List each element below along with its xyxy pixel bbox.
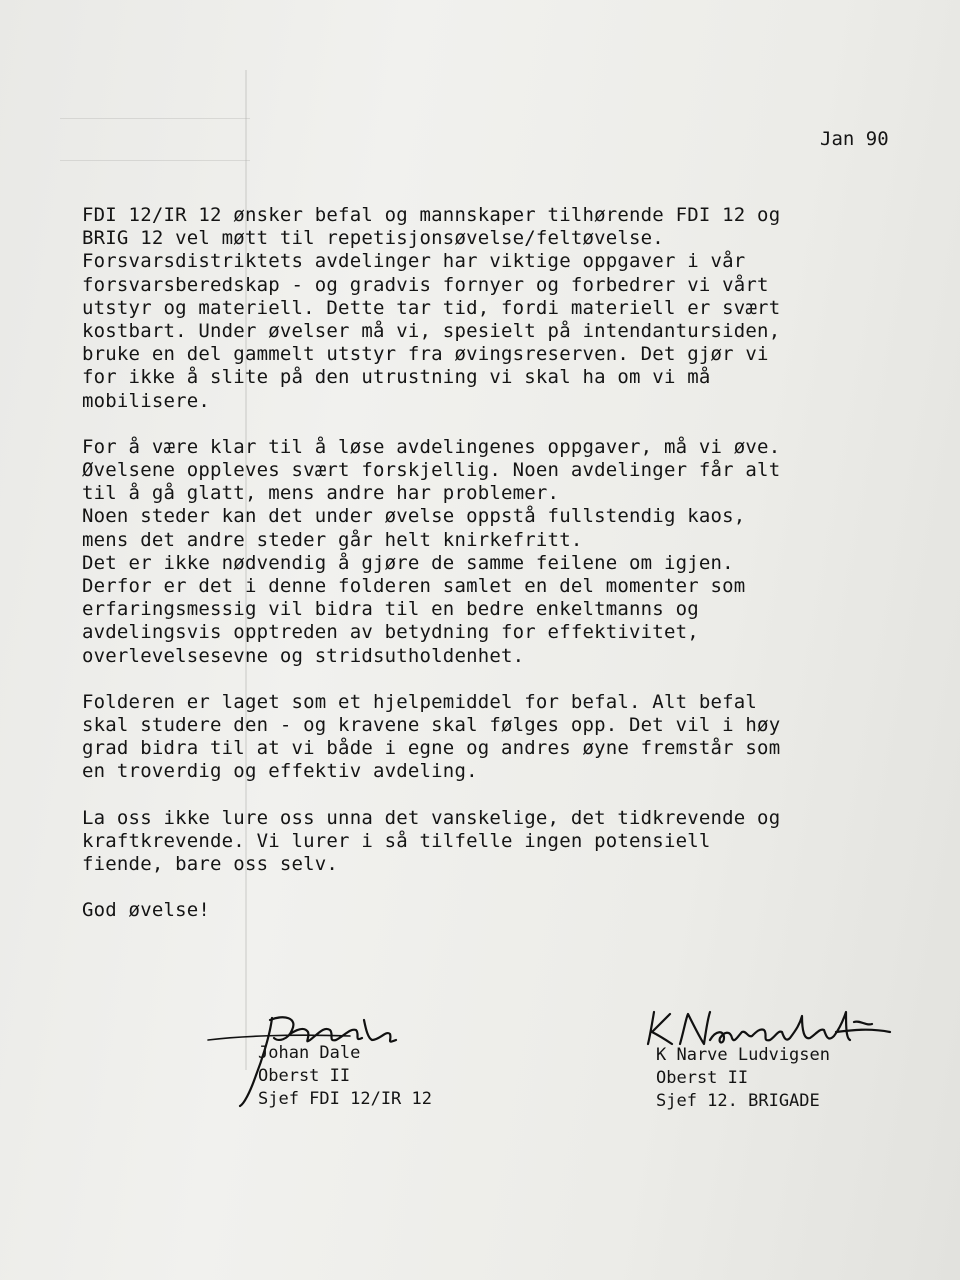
- text-line: skal studere den - og kravene skal følges opp. Det vil i høy: [82, 714, 781, 737]
- bleed-through-rule: [60, 160, 250, 161]
- paragraph: [82, 807, 942, 877]
- text-line: mens det andre steder går helt knirkefritt.: [82, 528, 583, 551]
- signatory-name: K Narve Ludvigsen: [656, 1045, 830, 1065]
- text-line: La oss ikke lure oss unna det vanskelige, det tidkrevende og: [82, 806, 781, 829]
- text-line: kostbart. Under øvelser må vi, spesielt på intendantursiden,: [82, 320, 781, 343]
- signatory-block-left: [258, 1042, 432, 1111]
- text-line: BRIG 12 vel møtt til repetisjonsøvelse/feltøvelse.: [82, 227, 664, 250]
- text-line: Noen steder kan det under øvelse oppstå fullstendig kaos,: [82, 505, 746, 528]
- signatory-title: Sjef FDI 12/IR 12: [258, 1089, 432, 1109]
- paragraph: [82, 691, 942, 784]
- text-line: God øvelse!: [82, 899, 211, 922]
- text-line: fiende, bare oss selv.: [82, 853, 339, 876]
- text-line: avdelingsvis opptreden av betydning for effektivitet,: [82, 621, 699, 644]
- paragraph: [82, 436, 942, 668]
- closing-greeting: [82, 899, 942, 922]
- text-line: overlevelsesevne og stridsutholdenhet.: [82, 644, 525, 667]
- text-line: mobilisere.: [82, 389, 211, 412]
- text-line: erfaringsmessig vil bidra til en bedre enkeltmanns og: [82, 598, 699, 621]
- document-date: Jan 90: [820, 128, 889, 150]
- paragraph: [82, 204, 942, 413]
- text-line: For å være klar til å løse avdelingenes oppgaver, må vi øve.: [82, 435, 781, 458]
- text-line: utstyr og materiell. Dette tar tid, fordi materiell er svært: [82, 296, 781, 319]
- signatory-rank: Oberst II: [656, 1068, 749, 1088]
- signatory-rank: Oberst II: [258, 1066, 351, 1086]
- text-line: Det er ikke nødvendig å gjøre de samme feilene om igjen.: [82, 551, 734, 574]
- signatory-block-right: [656, 1044, 830, 1113]
- text-line: for ikke å slite på den utrustning vi skal ha om vi må: [82, 366, 711, 389]
- letter-body: [82, 204, 942, 922]
- text-line: forsvarsberedskap - og gradvis fornyer og forbedrer vi vårt: [82, 273, 769, 296]
- text-line: grad bidra til at vi både i egne og andres øyne fremstår som: [82, 737, 781, 760]
- text-line: kraftkrevende. Vi lurer i så tilfelle ingen potensiell: [82, 829, 711, 852]
- text-line: en troverdig og effektiv avdeling.: [82, 760, 478, 783]
- text-line: Derfor er det i denne folderen samlet en del momenter som: [82, 575, 746, 598]
- text-line: Folderen er laget som et hjelpemiddel for befal. Alt befal: [82, 690, 758, 713]
- signatory-name: Johan Dale: [258, 1043, 361, 1063]
- bleed-through-rule: [60, 118, 250, 119]
- text-line: Øvelsene oppleves svært forskjellig. Noen avdelinger får alt: [82, 459, 781, 482]
- text-line: FDI 12/IR 12 ønsker befal og mannskaper tilhørende FDI 12 og: [82, 204, 781, 226]
- signatory-title: Sjef 12. BRIGADE: [656, 1091, 820, 1111]
- text-line: bruke en del gammelt utstyr fra øvingsreserven. Det gjør vi: [82, 343, 769, 366]
- text-line: Forsvarsdistriktets avdelinger har viktige oppgaver i vår: [82, 250, 746, 273]
- text-line: til å gå glatt, mens andre har problemer.: [82, 482, 560, 505]
